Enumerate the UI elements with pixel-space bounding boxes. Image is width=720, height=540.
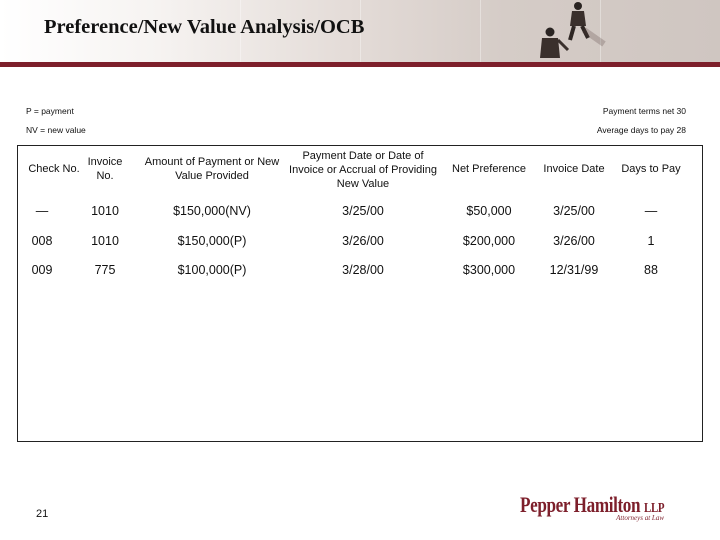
header-payment-date: Payment Date or Date of Invoice or Accrual of Providing New Value (289, 150, 437, 190)
table-cell: 88 (644, 262, 658, 277)
header-banner (0, 0, 720, 62)
table-cell: 1 (647, 233, 655, 248)
table-cell: $100,000(P) (177, 262, 247, 277)
page-number: 21 (36, 508, 49, 520)
header-days-to-pay: Days to Pay (621, 163, 681, 175)
payment-legend: P = payment (26, 106, 74, 116)
table-cell: 3/26/00 (342, 233, 384, 248)
logo-suffix: LLP (644, 501, 665, 516)
table-cell: 008 (31, 233, 53, 248)
payment-terms: Payment terms net 30 (602, 106, 686, 116)
header-net-preference: Net Preference (452, 163, 526, 175)
table-cell: 775 (94, 262, 116, 277)
table-cell: 009 (31, 262, 53, 277)
table-cell: 3/26/00 (553, 233, 595, 248)
wall-joint (480, 0, 481, 62)
table-cell: 1010 (91, 233, 119, 248)
table-cell: 3/25/00 (342, 203, 384, 218)
new-value-legend: NV = new value (26, 125, 86, 135)
table-cell: $150,000(P) (177, 233, 247, 248)
table-cell: 3/25/00 (553, 203, 595, 218)
firm-logo (520, 492, 670, 524)
logo-name: Pepper Hamilton (520, 492, 641, 517)
table-cell: $300,000 (462, 262, 516, 277)
table-cell: 12/31/99 (549, 262, 599, 277)
table-cell: — (644, 203, 658, 218)
table-cell: $200,000 (462, 233, 516, 248)
header-amount: Amount of Payment or New Value Provided (144, 156, 280, 182)
people-photo-icon (520, 0, 630, 62)
slide-title: Preference/New Value Analysis/OCB (44, 16, 365, 38)
table-cell: $150,000(NV) (173, 203, 251, 218)
header-invoice-date: Invoice Date (543, 163, 605, 175)
logo-tagline: Attorneys at Law (616, 514, 664, 522)
title-rule (0, 62, 720, 67)
header-invoice-no: Invoice No. (87, 156, 123, 182)
table-cell: — (35, 203, 49, 218)
table-cell: $50,000 (466, 203, 512, 218)
table-cell: 1010 (91, 203, 119, 218)
table-cell: 3/28/00 (342, 262, 384, 277)
average-days: Average days to pay 28 (596, 125, 686, 135)
header-check-no: Check No. (28, 163, 80, 175)
